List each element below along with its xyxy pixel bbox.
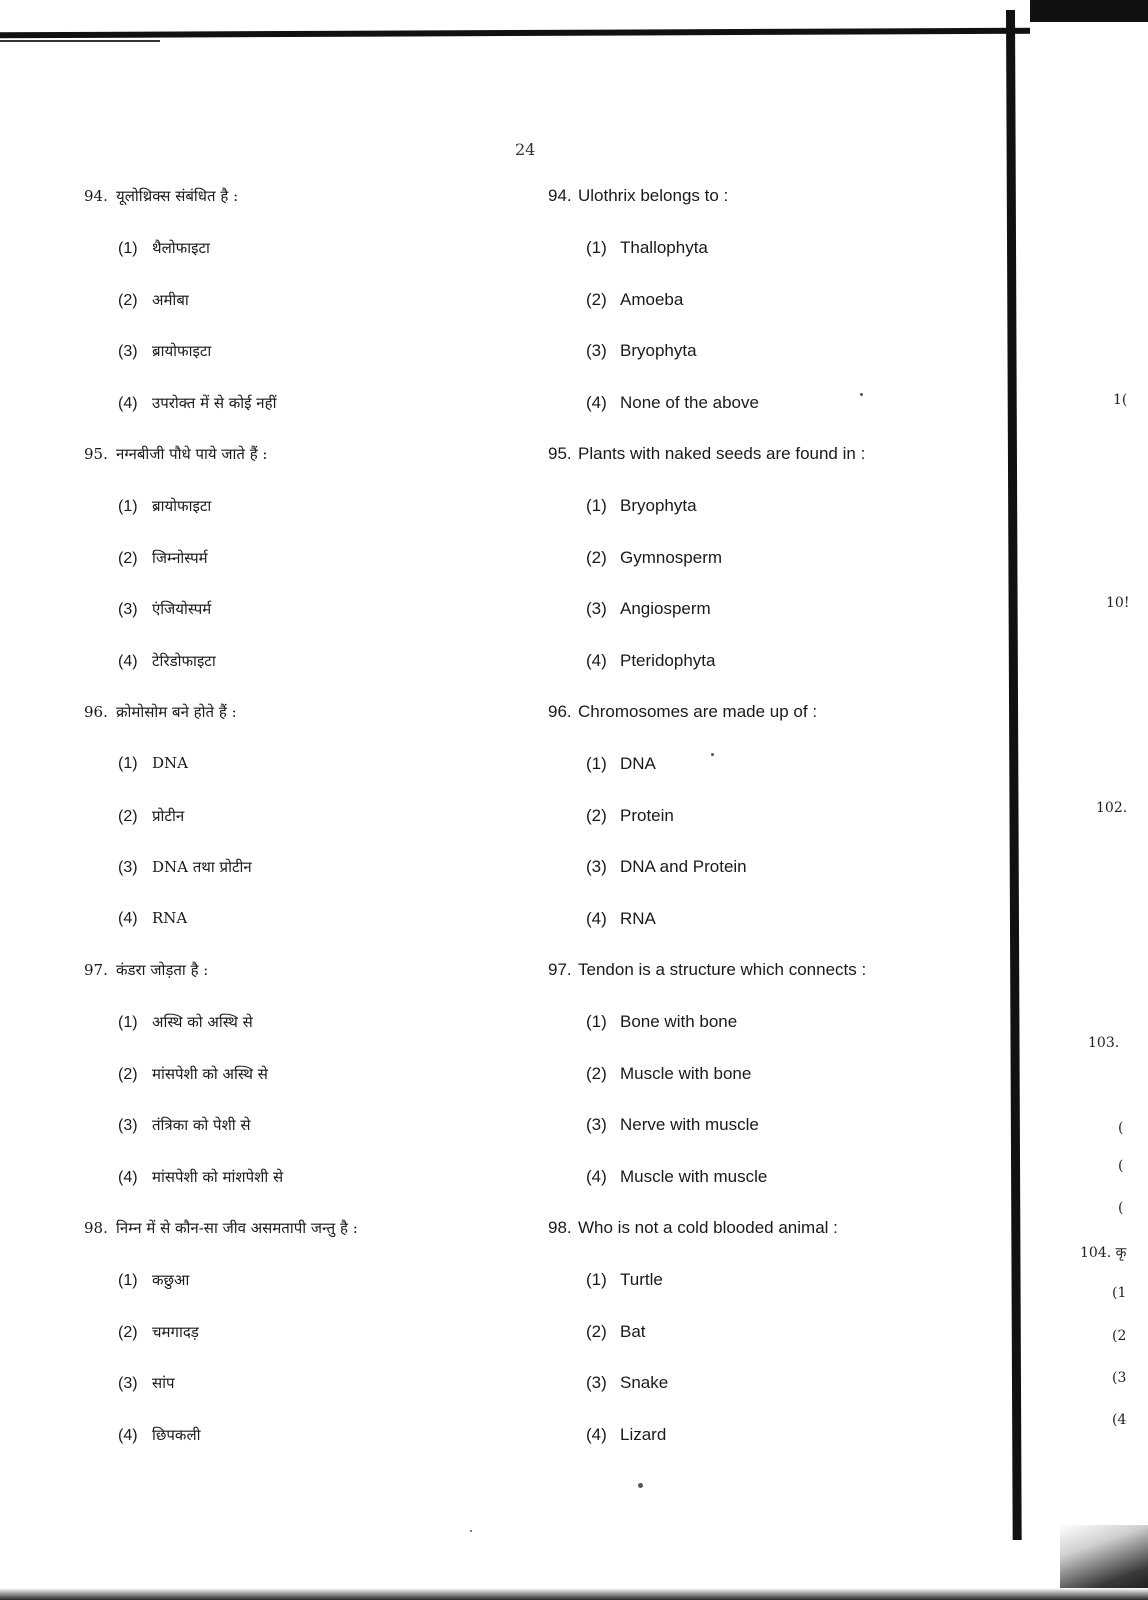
option-text: Nerve with muscle: [620, 1115, 759, 1134]
option-number: (3): [118, 343, 138, 360]
option-text: प्रोटीन: [152, 806, 185, 825]
question-stem: [84, 960, 514, 1012]
next-page-fragment: (: [1118, 1120, 1124, 1136]
option: [84, 599, 514, 651]
option-text: सांप: [152, 1374, 175, 1392]
option-number: (4): [586, 1424, 607, 1444]
page-number: 24: [515, 140, 536, 159]
option-text: तंत्रिका को पेशी से: [152, 1116, 251, 1134]
question-96-en: [548, 702, 998, 960]
option-number: (4): [118, 909, 138, 927]
option-number: (4): [586, 392, 607, 412]
next-page-fragment: (2: [1112, 1328, 1127, 1344]
option-text: Bone with bone: [620, 1012, 738, 1031]
question-stem: [84, 186, 514, 238]
option: [84, 1012, 514, 1064]
next-page-fragment: 103.: [1088, 1035, 1120, 1051]
option-number: (1): [586, 496, 607, 515]
question-98-hi: [84, 1218, 514, 1476]
bottom-edge: [0, 1588, 1148, 1600]
next-page-fragment: 102.: [1096, 800, 1128, 816]
option: [548, 1012, 998, 1064]
option-text: ब्रायोफाइटा: [152, 497, 212, 515]
option: [548, 496, 998, 548]
option: [84, 1373, 514, 1425]
option-text: उपरोक्त में से कोई नहीं: [152, 393, 277, 412]
option: [84, 341, 514, 393]
question-number: 95.: [548, 444, 572, 463]
next-page-fragment: (4: [1112, 1412, 1127, 1428]
option-text: Bryophyta: [620, 496, 697, 515]
question-number: 96.: [548, 702, 572, 721]
option-text: अस्थि को अस्थि से: [152, 1013, 253, 1031]
option-number: (1): [118, 1014, 138, 1031]
question-96-hi: [84, 702, 514, 960]
option-text: थैलोफाइटा: [152, 239, 210, 257]
option: [548, 806, 998, 858]
option-number: (2): [118, 1323, 138, 1341]
option-number: (2): [118, 549, 138, 567]
option-text: RNA: [620, 908, 656, 928]
question-98-en: [548, 1218, 998, 1476]
option: [548, 1115, 998, 1167]
option-text: DNA and Protein: [620, 857, 747, 876]
option: [84, 1064, 514, 1116]
option-number: (4): [586, 908, 607, 928]
option: [84, 496, 514, 548]
option-text: जिम्नोस्पर्म: [152, 548, 208, 567]
option-number: (3): [118, 601, 138, 618]
option-number: (1): [118, 498, 138, 515]
question-text: क्रोमोसोम बने होते हैं :: [116, 703, 237, 721]
question-stem: [84, 702, 514, 754]
question-text: नग्नबीजी पौधे पाये जाते हैं :: [116, 445, 268, 463]
option-number: (2): [118, 291, 138, 309]
option-number: (2): [118, 1065, 138, 1083]
question-text: Who is not a cold blooded animal :: [578, 1218, 838, 1237]
question-text: Chromosomes are made up of :: [578, 702, 818, 721]
option: [548, 290, 998, 342]
option: [84, 1115, 514, 1167]
option: [548, 393, 998, 445]
option-text: DNA: [620, 754, 656, 773]
option: [84, 1270, 514, 1322]
question-number: 98.: [84, 1219, 108, 1237]
next-page-fragment: (: [1118, 1158, 1124, 1174]
option-text: Lizard: [620, 1424, 667, 1444]
option-text: ब्रायोफाइटा: [152, 342, 212, 360]
option-number: (3): [118, 859, 138, 876]
option-number: (3): [118, 1117, 138, 1134]
option: [84, 857, 514, 909]
question-number: 97.: [84, 961, 108, 979]
top-rule: [0, 28, 1030, 38]
option: [84, 1425, 514, 1477]
option: [84, 806, 514, 858]
option: [548, 1373, 998, 1425]
question-stem: [548, 702, 998, 754]
option-text: छिपकली: [152, 1425, 201, 1444]
option: [548, 1322, 998, 1374]
question-94-en: [548, 186, 998, 444]
option-number: (3): [586, 857, 607, 876]
option-number: (2): [586, 1063, 607, 1083]
question-text: Ulothrix belongs to :: [578, 186, 729, 205]
option: [84, 290, 514, 342]
option-number: (2): [586, 547, 607, 567]
question-text: Tendon is a structure which connects :: [578, 960, 867, 979]
option: [548, 238, 998, 290]
scan-speck: [638, 1483, 643, 1488]
option: [84, 393, 514, 445]
option-number: (4): [118, 1426, 138, 1444]
option-text: मांसपेशी को मांशपेशी से: [152, 1167, 284, 1186]
option: [548, 1270, 998, 1322]
option-number: (1): [118, 240, 138, 257]
option: [84, 238, 514, 290]
option-text: अमीबा: [152, 290, 189, 309]
next-page-fragment: (1: [1112, 1285, 1127, 1301]
question-stem: [548, 444, 998, 496]
option-number: (3): [586, 1115, 607, 1134]
option-number: (2): [586, 1321, 607, 1341]
option-number: (4): [586, 1166, 607, 1186]
option: [548, 754, 998, 806]
option-text: Muscle with bone: [620, 1063, 752, 1083]
option-text: DNA: [152, 754, 188, 772]
option-number: (3): [118, 1375, 138, 1392]
option-text: कछुआ: [152, 1271, 190, 1289]
option-text: Turtle: [620, 1270, 663, 1289]
option: [84, 1167, 514, 1219]
question-number: 96.: [84, 703, 108, 721]
option: [84, 651, 514, 703]
option: [548, 599, 998, 651]
option-number: (3): [586, 599, 607, 618]
option: [84, 909, 514, 961]
page-spine: [1006, 10, 1022, 1540]
option: [548, 1064, 998, 1116]
question-stem: [548, 960, 998, 1012]
question-number: 94.: [84, 187, 108, 205]
scan-speck: [470, 1530, 472, 1532]
option-number: (1): [586, 754, 607, 773]
option-text: Thallophyta: [620, 238, 708, 257]
question-95-hi: [84, 444, 514, 702]
question-97-hi: [84, 960, 514, 1218]
option: [84, 548, 514, 600]
option-text: Amoeba: [620, 289, 684, 309]
question-stem: [84, 444, 514, 496]
option-text: एंजियोस्पर्म: [152, 600, 212, 618]
question-number: 97.: [548, 960, 572, 979]
option: [548, 857, 998, 909]
question-text: कंडरा जोड़ता है :: [116, 961, 209, 979]
option-text: टेरिडोफाइटा: [152, 651, 216, 670]
option: [548, 909, 998, 961]
question-text: Plants with naked seeds are found in :: [578, 444, 866, 463]
next-page-fragment: 104. कृ: [1080, 1245, 1127, 1261]
option-number: (2): [586, 805, 607, 825]
option: [548, 341, 998, 393]
scan-speck: [860, 393, 863, 396]
question-94-hi: [84, 186, 514, 444]
question-text: निम्न में से कौन-सा जीव असमतापी जन्तु है :: [116, 1219, 358, 1237]
option-number: (4): [586, 650, 607, 670]
option-text: None of the above: [620, 392, 759, 412]
option-number: (1): [118, 755, 138, 772]
option-number: (2): [586, 289, 607, 309]
option-number: (4): [118, 394, 138, 412]
option-number: (4): [118, 1168, 138, 1186]
option-text: DNA तथा प्रोटीन: [152, 858, 252, 876]
option: [548, 651, 998, 703]
option-text: Protein: [620, 805, 674, 825]
scan-speck: [711, 753, 714, 756]
next-page-fragment: (3: [1112, 1370, 1127, 1386]
next-page-fragment: 1(: [1113, 392, 1128, 408]
option-text: Bryophyta: [620, 341, 697, 360]
next-page-fragment: 10!: [1106, 595, 1130, 611]
question-97-en: [548, 960, 998, 1218]
option-number: (1): [586, 1012, 607, 1031]
option-text: Snake: [620, 1373, 669, 1392]
option-text: Bat: [620, 1321, 646, 1341]
question-text: यूलोथ्रिक्स संबंधित है :: [116, 187, 239, 205]
option-number: (1): [586, 1270, 607, 1289]
question-number: 98.: [548, 1218, 572, 1237]
next-page-fragment: (: [1118, 1200, 1124, 1216]
option-number: (4): [118, 652, 138, 670]
option-text: चमगादड़: [152, 1322, 199, 1341]
option-text: Angiosperm: [620, 599, 711, 618]
option: [84, 1322, 514, 1374]
question-stem: [84, 1218, 514, 1270]
question-stem: [548, 186, 998, 238]
question-number: 94.: [548, 186, 572, 205]
option-number: (1): [586, 238, 607, 257]
option-text: मांसपेशी को अस्थि से: [152, 1064, 268, 1083]
option: [548, 1425, 998, 1477]
option-number: (1): [118, 1272, 138, 1289]
english-column: [548, 186, 998, 1476]
hindi-column: [84, 186, 514, 1476]
question-number: 95.: [84, 445, 108, 463]
option-text: Gymnosperm: [620, 547, 723, 567]
option-text: Muscle with muscle: [620, 1166, 768, 1186]
option: [548, 1167, 998, 1219]
option-number: (3): [586, 341, 607, 360]
option-number: (3): [586, 1373, 607, 1392]
option-number: (2): [118, 807, 138, 825]
option-text: Pteridophyta: [620, 650, 716, 670]
next-page-top-shadow: [1030, 0, 1148, 22]
option: [84, 754, 514, 806]
option: [548, 548, 998, 600]
option-text: RNA: [152, 908, 188, 927]
question-stem: [548, 1218, 998, 1270]
question-95-en: [548, 444, 998, 702]
top-rule-thin: [0, 40, 160, 42]
